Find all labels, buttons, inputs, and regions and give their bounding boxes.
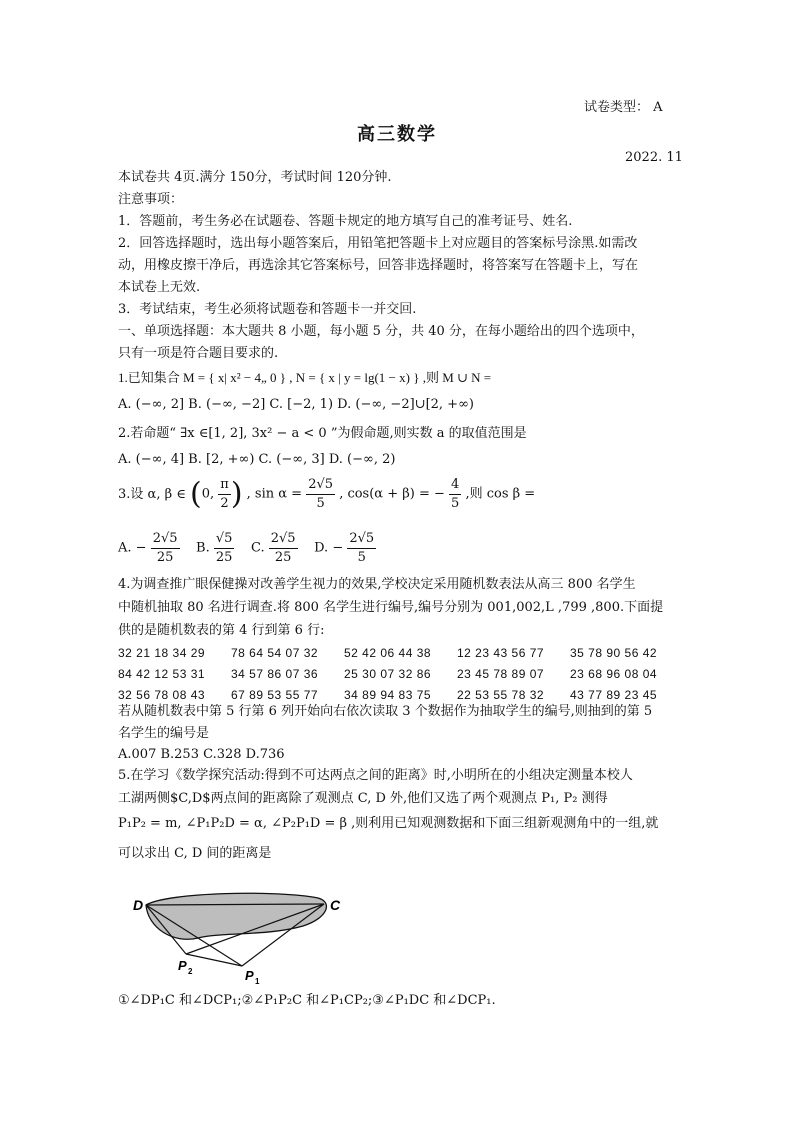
q1-options: A. (−∞, 2] B. (−∞, −2] C. [−2, 1) D. (−∞, −2]∪[2, +∞) [118, 397, 474, 412]
exam-date: 2022. 11 [625, 150, 683, 165]
q5-stem-a: 5.在学习《数学探究活动:得到不可达两点之间的距离》时,小明所在的小组决定测量本校人 [118, 768, 633, 783]
paper-type: 试卷类型： A [584, 100, 663, 115]
q4-stem-e: 名学生的编号是 [118, 726, 210, 741]
notice-2a: 2．回答选择题时，选出每小题答案后，用铅笔把答题卡上对应题目的答案标号涂黑.如需改 [118, 236, 638, 251]
q3-opt-b-label: B. [196, 540, 210, 556]
q4-options: A.007 B.253 C.328 D.736 [118, 747, 285, 762]
q5-choices: ①∠DP₁C 和∠DCP₁;②∠P₁P₂C 和∠P₁CP₂;③∠P₁DC 和∠DCP₁. [118, 993, 496, 1008]
label-c: C [330, 897, 341, 913]
q5-stem-d: 可以求出 C, D 间的距离是 [118, 846, 272, 861]
label-p1: P [245, 968, 254, 983]
q2-stem: 2.若命题“ ∃x ∈[1, 2], 3x² − a < 0 ”为假命题,则实数 a 的取值范围是 [118, 426, 527, 441]
section1-heading: 一、单项选择题：本大题共 8 小题，每小题 5 分，共 40 分，在每小题给出的四个选项中， [118, 324, 644, 339]
notice-3: 3．考试结束，考生必须将试题卷和答题卡一并交回. [118, 302, 417, 317]
page-title: 高三数学 [357, 124, 437, 145]
q3-zero: 0, [201, 486, 215, 502]
q3-opt-c: $\frac{2√5}{25}$ [270, 531, 296, 565]
table-row: 32 21 18 34 29 78 64 54 07 32 52 42 06 44 38 12 23 43 56 77 35 78 90 56 42 [118, 646, 658, 660]
q4-stem-a: 4.为调查推广眼保健操对改善学生视力的效果,学校决定采用随机数表法从高三 800 名学生 [118, 577, 636, 592]
table-row: 84 42 12 53 31 34 57 86 07 36 25 30 07 32 86 23 45 78 89 07 23 68 96 08 04 [118, 667, 658, 681]
label-d: D [133, 897, 144, 913]
table-row: 32 56 78 08 43 67 89 53 55 77 34 89 94 83 75 22 53 55 78 32 43 77 89 23 45 [118, 688, 658, 702]
q5-stem-c: P₁P₂ = m, ∠P₁P₂D = α, ∠P₂P₁D = β ,则利用已知观测数据和下面三组新观测角中的一组,就 [118, 816, 659, 831]
q3-paren-open: ( [190, 476, 202, 512]
q3-opt-b: $\frac{√5}{25}$ [215, 531, 233, 565]
notice-2c: 本试卷上无效. [118, 280, 201, 295]
q5-stem-b: 工湖两侧$C,D$两点间的距离除了观测点 C, D 外,他们又选了两个观测点 P₁, P₂ 测得 [118, 791, 608, 806]
random-number-table [118, 643, 683, 706]
notice-title: 注意事项： [118, 192, 184, 207]
q3-opt-c-label: C. [250, 540, 265, 556]
q3-opt-d: $\frac{2√5}{5}$ [349, 531, 375, 565]
q3-frac-pi2: $\frac{\pi}{2}$ [220, 477, 229, 511]
q3-opt-a: $\frac{2√5}{25}$ [152, 531, 178, 565]
q3-frac-cos: $\frac{4}{5}$ [451, 477, 460, 511]
q4-stem-d: 若从随机数表中第 5 行第 6 列开始向右依次读取 3 个数据作为抽取学生的编号,则抽到的第 5 [118, 704, 653, 719]
lake-figure [128, 888, 348, 988]
section1-heading-cont: 只有一项是符合题目要求的. [118, 346, 279, 361]
notice-1: 1．答题前，考生务必在试题卷、答题卡规定的地方填写自己的准考证号、姓名. [118, 214, 573, 229]
q1-stem: 1.已知集合 M = { x| x² − 4„ 0 } , N = { x | y = lg(1 − x) } ,则 M ∪ N = [118, 370, 492, 385]
q3-stem [118, 476, 535, 513]
lake-shape [146, 893, 326, 939]
q3-part4: ,则 cos β = [465, 486, 536, 502]
q3-paren-close: ) [230, 476, 243, 512]
q4-stem-c: 供的是随机数表的第 4 行到第 6 行: [118, 623, 325, 638]
exam-info: 本试卷共 4页.满分 150分，考试时间 120分钟. [118, 170, 392, 185]
q3-part1: 3.设 α, β ∈ [118, 487, 186, 502]
q3-opt-a-label: A. − [118, 540, 147, 556]
q3-opt-d-label: D. − [314, 540, 344, 556]
q3-part2: , sin α = [246, 486, 303, 502]
q3-frac-sin: $\frac{2√5}{5}$ [308, 477, 334, 511]
label-p1-sub: 1 [255, 977, 260, 986]
label-p2: P [178, 958, 187, 973]
q4-stem-b: 中随机抽取 80 名进行调查.将 800 名学生进行编号,编号分别为 001,002,L ,799 ,800.下面提 [118, 600, 664, 615]
q3-part3: , cos(α + β) = − [339, 486, 445, 502]
q3-options [118, 530, 376, 567]
notice-2b: 动，用橡皮擦干净后，再选涂其它答案标号，回答非选择题时，将答案写在答题卡上，写在 [118, 258, 639, 273]
q2-options: A. (−∞, 4] B. [2, +∞) C. (−∞, 3] D. (−∞, 2) [118, 452, 396, 467]
label-p2-sub: 2 [188, 967, 193, 976]
